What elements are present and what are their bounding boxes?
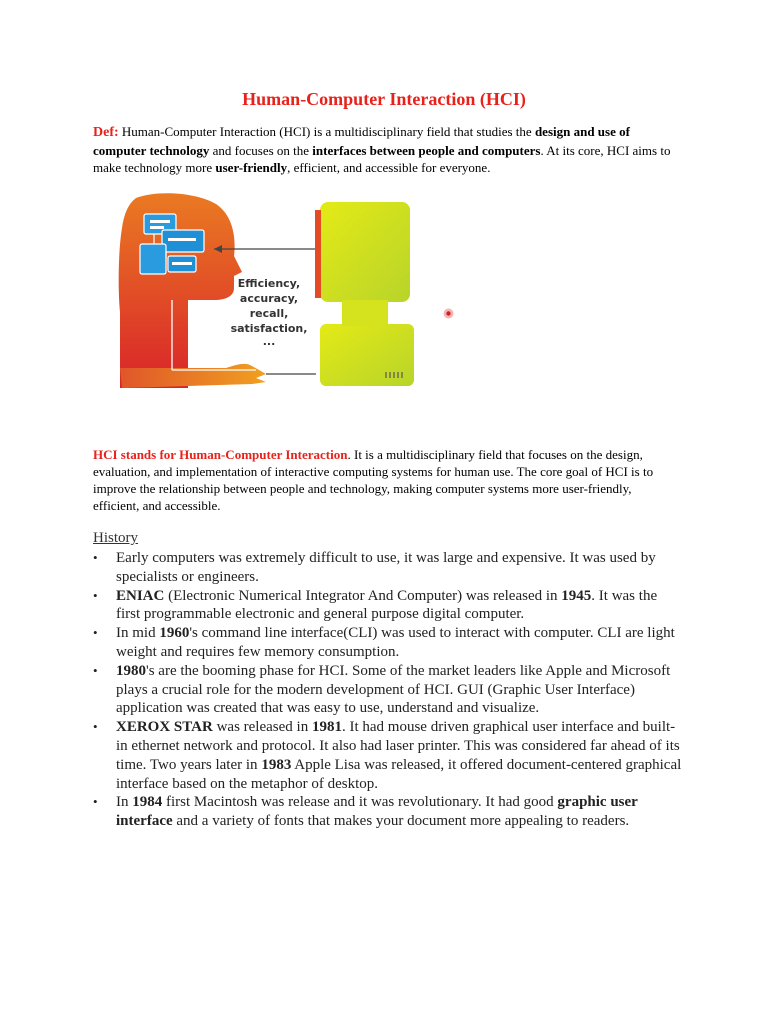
caption-line: Efficiency, (237, 277, 301, 290)
history-list (93, 549, 683, 831)
definition-text: Human-Computer Interaction (HCI) is a multidisciplinary field that studies the (118, 124, 535, 139)
caption-line: accuracy, (239, 292, 299, 305)
list-item (93, 624, 683, 662)
item-bold: 1960 (159, 625, 190, 642)
definition-bold: interfaces between people and computers (312, 142, 541, 158)
definition-bold: design and use of computer technology (93, 124, 630, 158)
item-text: and a variety of fonts that makes your document more appealing to readers. (172, 813, 630, 830)
definition-label: Def: (93, 125, 119, 140)
list-item (93, 587, 683, 625)
intro-lead: HCI stands for Human-Computer Interaction (93, 447, 348, 462)
item-text: Early computers was extremely difficult to use, it was large and expensive. It was used by specialists or engineers. (116, 550, 656, 585)
definition-text: , efficient, and accessible for everyone. (287, 160, 491, 175)
item-bold: 1981 (311, 719, 342, 736)
item-bold: 1984 (132, 794, 163, 811)
item-text: 's command line interface(CLI) was used to interact with computer. CLI are light weight and requires few memory consumption. (116, 625, 675, 660)
list-item (93, 718, 683, 793)
caption-line: recall, (249, 307, 289, 320)
item-text: . It had mouse driven graphical user interface and built-in ethernet network and protocol. It also had laser printer. This was considered far ahead of its time. Two years later in (116, 719, 680, 773)
definition-text: . At its core, HCI aims to make technology more (93, 142, 671, 175)
definition-paragraph (93, 123, 673, 177)
definition-bold: user-friendly (215, 160, 288, 175)
item-text: In (116, 794, 133, 811)
list-item (93, 793, 683, 831)
item-text: . It was the first programmable electronic and general purpose digital computer. (116, 587, 658, 623)
list-item (93, 549, 683, 587)
caption-line: satisfaction, (230, 322, 308, 335)
intro-paragraph (93, 446, 673, 514)
item-text: In mid (116, 625, 160, 642)
human-head (119, 193, 242, 388)
item-text: first Macintosh was release and it was revolutionary. It had good (162, 794, 558, 811)
caption-line: ... (262, 335, 276, 348)
marker-dot (443, 308, 454, 319)
list-item (93, 662, 683, 718)
hci-illustration (116, 192, 422, 392)
item-text: (Electronic Numerical Integrator And Computer) was released in (164, 587, 562, 604)
page-title: Human-Computer Interaction (HCI) (242, 89, 526, 109)
history-heading: History (93, 530, 138, 546)
item-text: Apple Lisa was released, it offered document-centered graphical interface based on the metaphor of desktop. (116, 756, 682, 792)
item-text: was released in (212, 719, 312, 736)
item-bold: graphic user interface (116, 794, 638, 830)
item-bold: 1983 (261, 756, 292, 773)
item-bold: 1945 (561, 587, 592, 604)
item-bold: ENIAC (116, 587, 165, 604)
item-bold: XEROX STAR (116, 719, 213, 736)
computer-base (320, 324, 414, 386)
item-text: 's are the booming phase for HCI. Some of the market leaders like Apple and Microsoft plays a crucial role for the modern development of HCI. GUI (Graphic User Interface) application was created that was easy to use, understand and visualize. (116, 662, 671, 717)
intro-text: . It is a multidisciplinary field that focuses on the design, evaluation, and implementation of interactive computing systems for human use. The core goal of HCI is to improve the relationship between people and technology, making computer systems more user-friendly, efficient, and accessible. (93, 447, 654, 513)
figure-caption (231, 277, 308, 348)
item-bold: 1980 (116, 662, 146, 679)
definition-text: and focuses on the (209, 142, 313, 158)
monitor-screen (320, 202, 410, 302)
